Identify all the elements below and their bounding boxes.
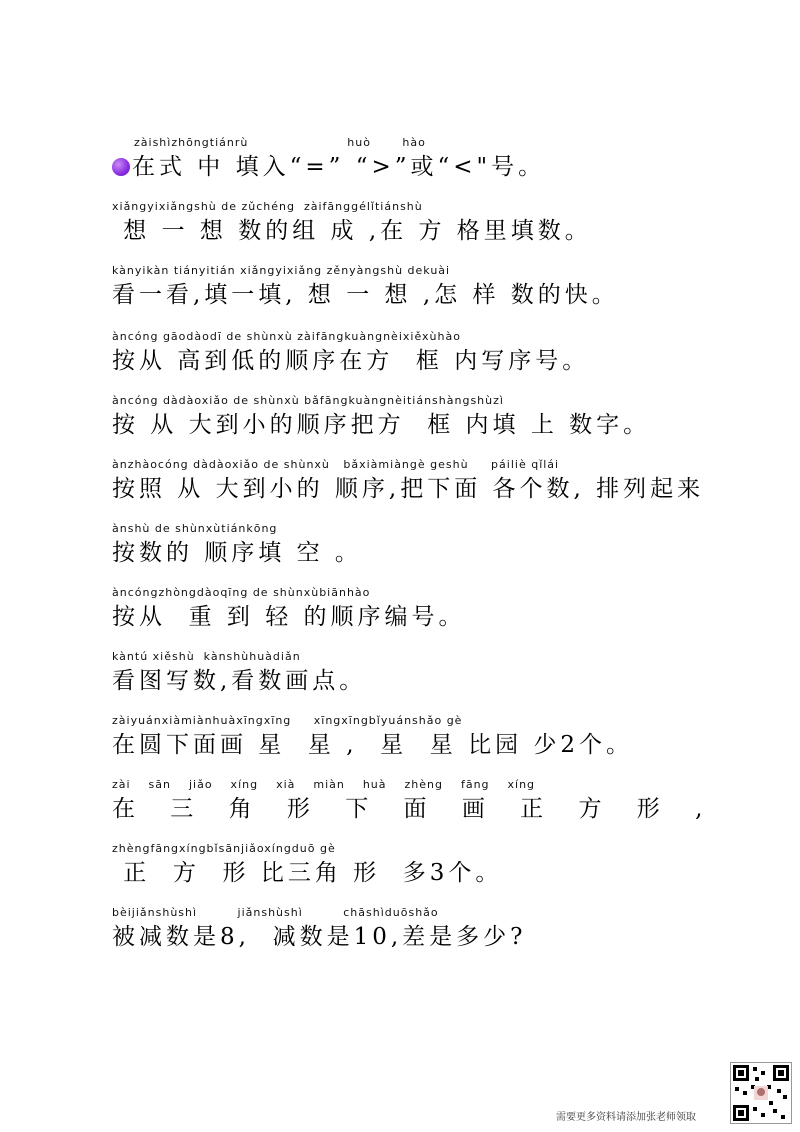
chinese-text: 正 方 形 比三角 形 多3个。 xyxy=(112,860,503,886)
worksheet-line xyxy=(112,522,712,568)
worksheet-line xyxy=(112,136,712,182)
chinese-text: 按数的 顺序填 空 。 xyxy=(112,540,362,566)
chinese-text: 按从 高到低的顺序在方 框 内写序号。 xyxy=(112,348,590,374)
worksheet-line xyxy=(112,714,712,760)
chinese-text: 在 三 角 形 下 面 画 正 方 形 , xyxy=(112,796,703,822)
footer-note: 需要更多资料请添加张老师领取 xyxy=(556,1112,696,1123)
chinese-text-line xyxy=(112,922,712,952)
worksheet-line xyxy=(112,394,712,440)
worksheet-line xyxy=(112,650,712,696)
pinyin-text: ànshù de shùnxùtiánkōng xyxy=(112,522,278,535)
chinese-text: 在式 中 填入“=” “>”或“<"号。 xyxy=(132,154,546,180)
qr-code-icon xyxy=(730,1062,792,1124)
chinese-text: 按从 重 到 轻 的顺序编号。 xyxy=(112,604,466,630)
pinyin-text: àncóng gāodàodī de shùnxù zàifāngkuàngnèixiěxùhào xyxy=(112,330,461,343)
pinyin-text: zàiyuánxiàmiànhuàxīngxīng xīngxīngbǐyuánshǎo gè xyxy=(112,714,463,727)
chinese-text: 想 一 想 数的组 成 ,在 方 格里填数。 xyxy=(112,218,592,244)
worksheet-line xyxy=(112,330,712,376)
pinyin-text: àncóngzhòngdàoqīng de shùnxùbiānhào xyxy=(112,586,371,599)
chinese-text-line xyxy=(112,730,712,760)
worksheet-line xyxy=(112,200,712,246)
pinyin-text: zhèngfāngxíngbǐsānjiǎoxíngduō gè xyxy=(112,842,336,855)
pinyin-text: àncóng dàdàoxiǎo de shùnxù bǎfāngkuàngnèitiánshàngshùzì xyxy=(112,394,504,407)
worksheet-line xyxy=(112,264,712,310)
worksheet-line xyxy=(112,842,712,888)
chinese-text: 在圆下面画 星 星 , 星 星 比园 少2个。 xyxy=(112,732,634,758)
chinese-text-line xyxy=(112,858,712,888)
chinese-text-line xyxy=(112,410,712,440)
pinyin-text: xiǎngyixiǎngshù de zǔchéng zàifānggélǐtiánshù xyxy=(112,200,423,213)
worksheet-line xyxy=(112,778,712,824)
chinese-text-line xyxy=(112,280,712,310)
chinese-text-line xyxy=(112,474,712,504)
pinyin-text: zài sān jiǎo xíng xià miàn huà zhèng fāng xíng xyxy=(112,778,536,791)
worksheet-line xyxy=(112,586,712,632)
pinyin-text: bèijiǎnshùshì jiǎnshùshì chāshìduōshǎo xyxy=(112,906,439,919)
pinyin-text: kàntú xiěshù kànshùhuàdiǎn xyxy=(112,650,301,663)
chinese-text-line xyxy=(112,602,712,632)
worksheet-line xyxy=(112,458,712,504)
chinese-text-line xyxy=(112,666,712,696)
purple-bullet-icon xyxy=(112,158,130,176)
chinese-text-line xyxy=(112,216,712,246)
pinyin-text: ànzhàocóng dàdàoxiǎo de shùnxù bǎxiàmiàngè geshù páiliè qǐlái xyxy=(112,458,560,471)
pinyin-text: kànyikàn tiányitián xiǎngyixiǎng zěnyàngshù dekuài xyxy=(112,264,451,277)
worksheet-line xyxy=(112,906,712,952)
chinese-text: 被减数是8, 减数是10,差是多少? xyxy=(112,924,527,950)
chinese-text: 看一看,填一填, 想 一 想 ,怎 样 数的快。 xyxy=(112,282,619,308)
chinese-text-line xyxy=(112,152,712,182)
chinese-text-line xyxy=(112,346,712,376)
pinyin-text: zàishìzhōngtiánrù huò hào xyxy=(134,136,426,149)
chinese-text: 按照 从 大到小的 顺序,把下面 各个数, 排列起来 xyxy=(112,476,705,502)
chinese-text: 按 从 大到小的顺序把方 框 内填 上 数字。 xyxy=(112,412,651,438)
chinese-text: 看图写数,看数画点。 xyxy=(112,668,367,694)
chinese-text-line xyxy=(112,794,712,824)
chinese-text-line xyxy=(112,538,712,568)
